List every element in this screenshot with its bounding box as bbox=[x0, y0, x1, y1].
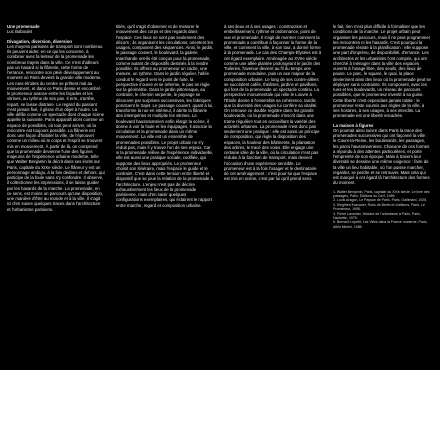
footnote: 1. Walter Benjamin, Paris, capitale du XIXe siècle. Le livre des passages, Paris, Éditions du Cerf, 1989. bbox=[333, 189, 430, 198]
footnote: 2. Louis Aragon, Le Paysan de Paris, Paris, Gallimard, 1926. bbox=[333, 198, 428, 203]
text-column-2 bbox=[116, 24, 214, 208]
footnotes bbox=[333, 190, 431, 230]
text-column-4 bbox=[333, 24, 431, 229]
article-author: Luc Baboulet bbox=[7, 29, 33, 35]
paragraph: Les moyens parisiens de transport sont nombreux. Ils peuvent aider, en ce qui les concerne, à combiner avec la lenteur de la promenade les nombreux trajets dans la ville. Ce n'est d'ailleurs pas un hasard si la flânerie, cette forme de l'errance, rencontre son plein développement au moment où Paris devient la grande ville moderne. Les rues étroites du centre se prêtent mal au mouvement, et dans ce Paris dense et encombré le promeneur avance entre les façades et les vitrines, au rythme de ses pas. Il erre, s'arrête, repart, se laisse distraire. Le regard du passant n'est jamais fixé, il glisse d'un objet à l'autre. La ville défile comme un spectacle dont chaque scène appelle la suivante. Paris apparaît alors comme un espace de possibles, où tout peut arriver, où la rencontre est toujours possible. La flânerie est donc une façon d'habiter la ville, de l'éprouver comme un milieu où le corps et l'esprit se trouvent mis en mouvement. À partir de là, on comprend que la promenade devienne l'une des figures majeures de l'expérience urbaine moderne, telle que Walter Benjamin la décrit dans ses écrits sur Paris, capitale du XIXe siècle. Le flâneur y est un personnage ambigu, à la fois dedans et dehors, qui participe de la foule sans s'y confondre. Il observe, il collectionne les impressions, il se laisse guider par les hasards de la marche. La promenade, en ce sens, est moins un parcours qu'une disposition, une manière d'être au monde et à la ville. Il s'agit ici d'en suivre quelques traces dans l'architecture et l'urbanisme parisiens. bbox=[7, 43, 105, 212]
section-heading: Divagation, diversion, diversion bbox=[7, 38, 72, 44]
footnote: 3. Siegfried Kracauer, Rues de Berlin et d'ailleurs, Paris, Le Promeneur, 1995. bbox=[333, 202, 425, 212]
footnote: 4. Pierre Lavedan, Histoire de l'urbanisme à Paris, Paris, Hachette, 1975. bbox=[333, 211, 421, 220]
paragraph: à ses lieux et à ses usages : construction et embellissement, rythme et ordonnance, point de vue et promenade. Il s'agit de montrer comment la promenade a contribué à façonner la forme de la ville, et comment la ville, à son tour, a donné forme à la promenade. Le cas des Champs-Élysées est à cet égard exemplaire. Aménagée au XVIIe siècle comme une allée plantée prolongeant le jardin des Tuileries, l'avenue devient au fil du temps une promenade mondaine, puis un axe majeur de la composition urbaine. Le long de ses contre-allées se succèdent cafés, théâtres, jardins et pavillons, qui font de la promenade un spectacle continu. La perspective monumentale qui relie le Louvre à l'Étoile donne à l'ensemble sa cohérence, tandis que la diversité des usages lui confère sa vitalité. On retrouve ce double registre dans les grands boulevards, où la promenade s'inscrit dans une trame régulière tout en accueillant la variété des activités urbaines. La promenade n'est donc pas seulement une pratique : elle est aussi un principe de composition, qui règle la disposition des espaces, la hauteur des bâtiments, la plantation des arbres, le tracé des voies. Elle engage une certaine idée de la ville, où la circulation n'est pas réduite à la fonction de transport, mais devient l'occasion d'une expérience sensible. Le promeneur est à la fois l'usager et le destinataire de cet aménagement : c'est pour lui que l'espace est mis en scène, c'est par lui qu'il prend sens. bbox=[224, 24, 322, 182]
text-column-3 bbox=[224, 24, 322, 182]
section-heading-2: La maison à figures bbox=[333, 122, 374, 128]
text-column-1 bbox=[7, 24, 105, 212]
paragraph: On pourrait ainsi suivre dans Paris la trace des promenades successives qui ont façonné la ville : le Cours-la-Reine, les boulevards, les passages, les parcs haussmanniens. Chacune de ces formes a répondu à des attentes particulières, et porte l'empreinte de son époque. Mais à travers leur diversité se dessine une même exigence : faire de la ville un lieu habitable, où l'on puisse marcher, regarder, se perdre et se retrouver. Mais cela qui est marqué à cet égard là l'architecture des formes du moment. bbox=[333, 127, 430, 186]
paragraph: le fait, rien n'est plus difficile à formaliser que les conditions de la marche. Le projet urbain peut organiser les parcours, mais il ne peut programmer les rencontres ni les hasards. C'est pourquoi la promenade résiste à la planification : elle suppose une part d'imprévu, de disponibilité, d'errance. Les architectes et les urbanistes l'ont compris, qui ont cherché à ménager dans la ville des espaces ouverts à l'usage libre, des seuils, des lieux de pause. Le parc, le square, le quai, la place deviennent ainsi des lieux où la promenade peut se déployer sans contrainte. Ils composent, avec les rues et les boulevards, un réseau de parcours possibles, que le promeneur investit à sa guise. Cette liberté n'est cependant jamais totale : le promeneur reste soumis aux règles de la ville, à ses horaires, à ses usages, à ses interdits. La promenade est une liberté encadrée. bbox=[333, 24, 431, 119]
paragraph: titiés, qu'il s'agit d'observer et de mesurer le mouvement des corps et des regards dans l'espace. Ces lieux ne sont pas seulement des décors : ils organisent les circulations, orientent les usages, composent des séquences. Ainsi, le jardin, le passage couvert, le boulevard, la galerie marchande ont-ils été conçus pour la promenade, comme autant de dispositifs destinés à la rendre possible. Ils offrent au promeneur un cadre, une mesure, un rythme. Dans le jardin régulier, l'allée conduit le regard vers le point de fuite, la perspective s'ouvre et se referme, le pas se règle sur la géométrie. Dans le jardin pittoresque, au contraire, le chemin serpente, le paysage se découvre par surprises successives, les fabriques ponctuent le trajet. Le passage couvert, quant à lui, transforme la rue en intérieur, il abrite la flânerie des intempéries et multiplie les vitrines. Le boulevard haussmannien enfin élargit la scène, il donne à voir la foule et les équipages, il associe la circulation et la promenade dans un même mouvement. La ville est un ensemble de promenades possibles. Le projet urbain ne s'y réduit pas, mais il y trouve l'un de ses enjeux. Car si la promenade relève de l'expérience individuelle, elle est aussi une pratique sociale, codifiée, qui suppose des lieux appropriés. Le promeneur choisit son itinéraire, mais l'espace le guide et le contraint. C'est dans cette tension entre liberté et dispositif que se joue la relation de la promenade à l'architecture. L'enjeu n'est pas de décrire exhaustivement les lieux de la promenade parisienne, mais d'en saisir quelques configurations exemplaires, qui éclairent le rapport entre marche, regard et composition urbaine. bbox=[116, 24, 214, 208]
article-title: Une promenade bbox=[7, 24, 40, 29]
footnote: 5. Bernard Lepetit, Les Villes dans la France moderne, Paris, Albin Michel, 1988. bbox=[333, 220, 428, 229]
